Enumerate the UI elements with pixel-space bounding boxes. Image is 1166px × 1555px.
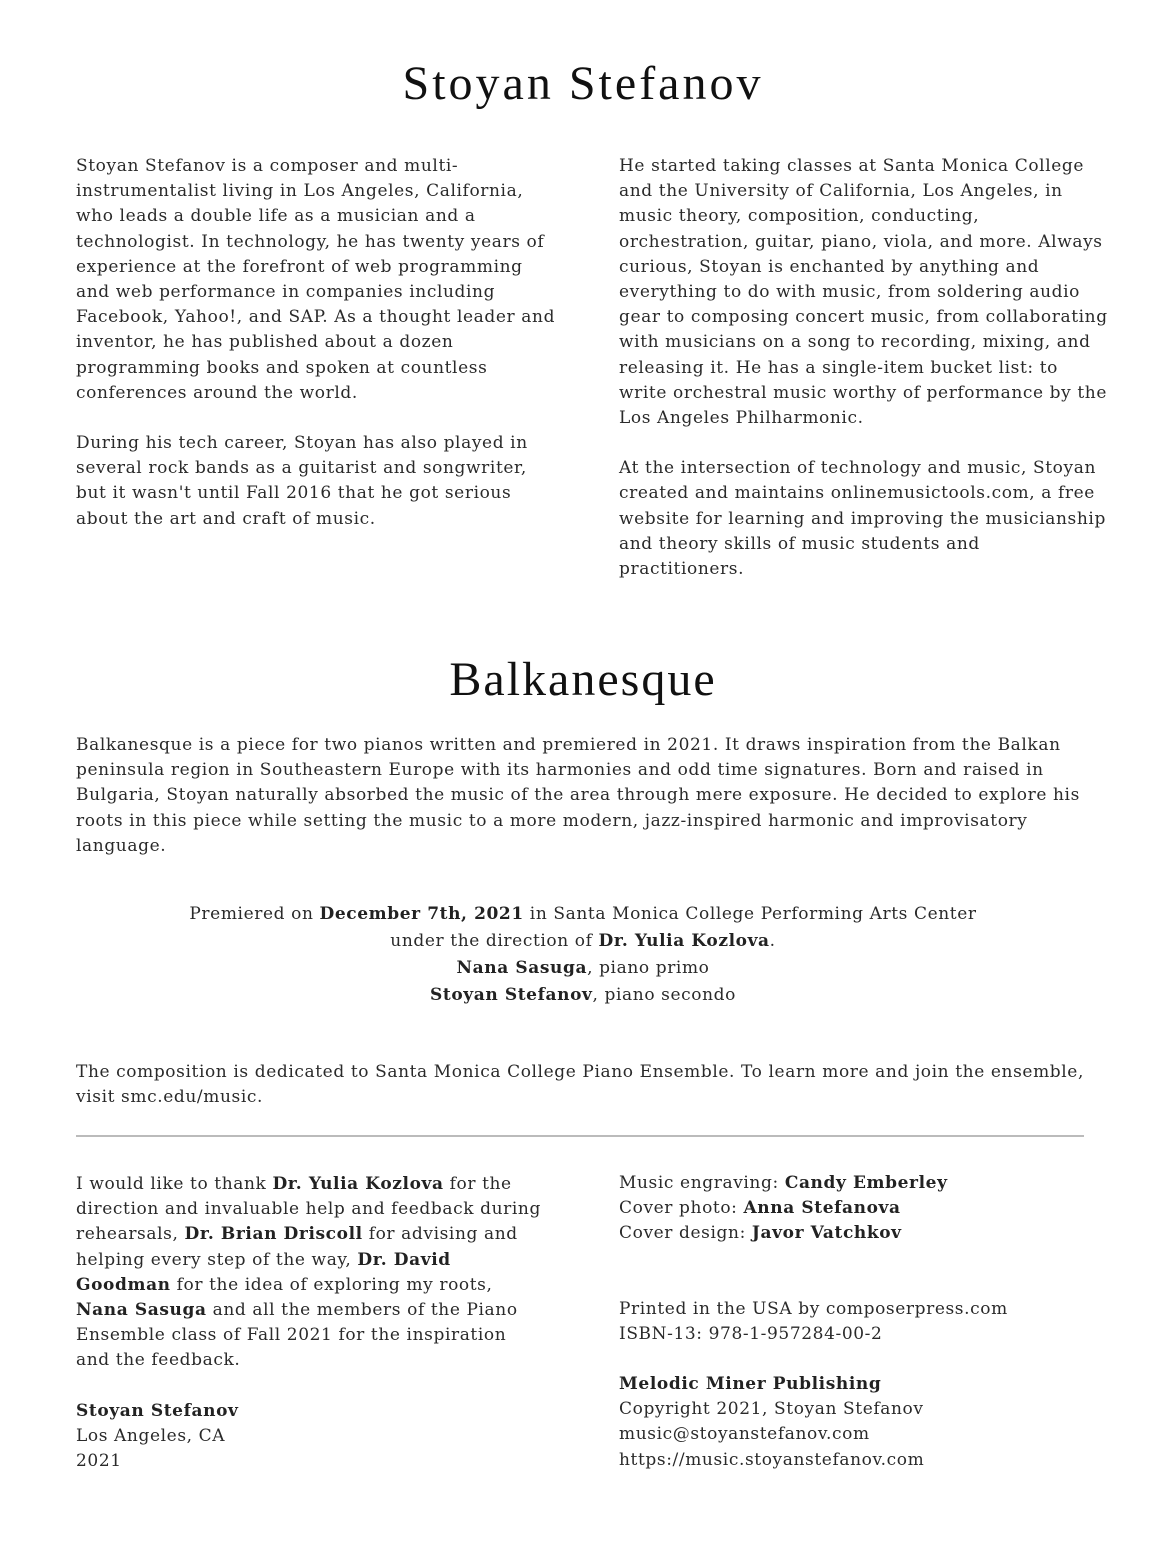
author-title: Stoyan Stefanov [402,57,764,110]
bio-paragraph: During his tech career, Stoyan has also played in several rock bands as a guitarist and songwriter, but it wasn't until Fall 2016 that he got serious about the art and craft of music. [76,433,528,529]
direction-prefix: under the direction of [390,931,599,951]
thanks-name: Dr. Brian Driscoll [184,1224,363,1245]
thanks-text: I would like to thank [76,1174,273,1194]
contact-email: music@stoyanstefanov.com [619,1424,870,1445]
signature-name: Stoyan Stefanov [76,1400,239,1421]
credit-engraving [619,1171,1099,1196]
website: https://music.stoyanstefanov.com [619,1449,925,1470]
credit-label: Cover photo: [619,1198,744,1219]
bio-paragraph: At the intersection of technology and music, Stoyan created and maintains onlinemusictools.com, a free website for learning and improving the musicianship and theory skills of music students and practitioners. [619,458,1106,580]
performer-role: , piano secondo [592,985,736,1005]
thanks-name: Dr. David Goodman [76,1249,451,1295]
copyright: Copyright 2021, Stoyan Stefanov [619,1399,924,1420]
credit-name: Candy Emberley [784,1173,948,1193]
section-divider [76,1135,1084,1137]
dedication-text: The composition is dedicated to Santa Monica College Piano Ensemble. To learn more and join the ensemble, visit smc.edu/music. [76,1062,1084,1108]
performer-role: , piano primo [587,958,710,978]
credit-label: Music engraving: [619,1173,785,1193]
thanks-text: for the direction and invaluable help and feedback during rehearsals, [76,1174,541,1245]
signature-location: Los Angeles, CA [76,1425,226,1446]
piece-title: Balkanesque [449,653,717,706]
direction-line [0,928,1166,955]
publisher-name: Melodic Miner Publishing [619,1374,882,1395]
performer-name: Stoyan Stefanov [430,985,593,1005]
credit-label: Cover design: [619,1223,752,1244]
credit-design [619,1221,1099,1246]
signature-year: 2021 [76,1451,122,1472]
piece-description: Balkanesque is a piece for two pianos written and premiered in 2021. It draws inspiration from the Balkan peninsula region in Southeastern Europe with its harmonies and odd time signatures. Born and raised in Bulgaria, Stoyan naturally absorbed the music of the area through mere exposure. He decided to explore his roots in this piece while setting the music to a more modern, jazz-inspired harmonic and improvisatory language. [76,735,1080,856]
thanks-name: Nana Sasuga [76,1300,207,1321]
bio-paragraph: Stoyan Stefanov is a composer and multi-instrumentalist living in Los Angeles, California, who leads a double life as a musician and a technologist. In technology, he has twenty years of experience at the forefront of web programming and web performance in companies including Facebook, Yahoo!, and SAP. As a thought leader and inventor, he has published about a dozen programming books and spoken at countless conferences around the world. [76,156,556,403]
thanks-text: and all the members of the Piano Ensemble class of Fall 2021 for the inspiration and the feedback. [76,1300,518,1371]
performer-line [0,955,1166,982]
performer-line [0,982,1166,1009]
printed-by: Printed in the USA by composerpress.com [619,1298,1008,1319]
thanks-text: for the idea of exploring my roots, [170,1274,493,1295]
credits-column [619,1171,1099,1473]
performer-name: Nana Sasuga [456,958,588,978]
isbn: ISBN-13: 978-1-957284-00-2 [619,1323,883,1344]
premiere-info [0,901,1166,1009]
director-name: Dr. Yulia Kozlova [598,931,770,951]
thanks-name: Dr. Yulia Kozlova [272,1174,444,1194]
signature [76,1399,546,1475]
bio-right-column [619,154,1109,582]
acknowledgements-text [76,1172,546,1374]
credit-photo [619,1196,1099,1221]
thanks-text: for advising and helping every step of the way, [76,1224,518,1270]
direction-suffix: . [769,931,776,951]
premiere-venue: in Santa Monica College Performing Arts Center [523,904,977,924]
premiere-prefix: Premiered on [189,904,320,924]
credit-name: Anna Stefanova [743,1198,901,1219]
credit-name: Javor Vatchkov [751,1223,902,1244]
bio-paragraph: He started taking classes at Santa Monica College and the University of California, Los Angeles, in music theory, composition, conducting, orchestration, guitar, piano, viola, and more. Always curious, Stoyan is enchanted by anything and everything to do with music, from soldering audio gear to composing concert music, from collaborating with musicians on a song to recording, mixing, and releasing it. He has a single-item bucket list: to write orchestral music worthy of performance by the Los Angeles Philharmonic. [619,156,1108,429]
acknowledgements-column [76,1172,546,1474]
premiere-date: December 7th, 2021 [319,904,524,924]
premiere-line [0,901,1166,928]
bio-left-column [76,154,556,532]
